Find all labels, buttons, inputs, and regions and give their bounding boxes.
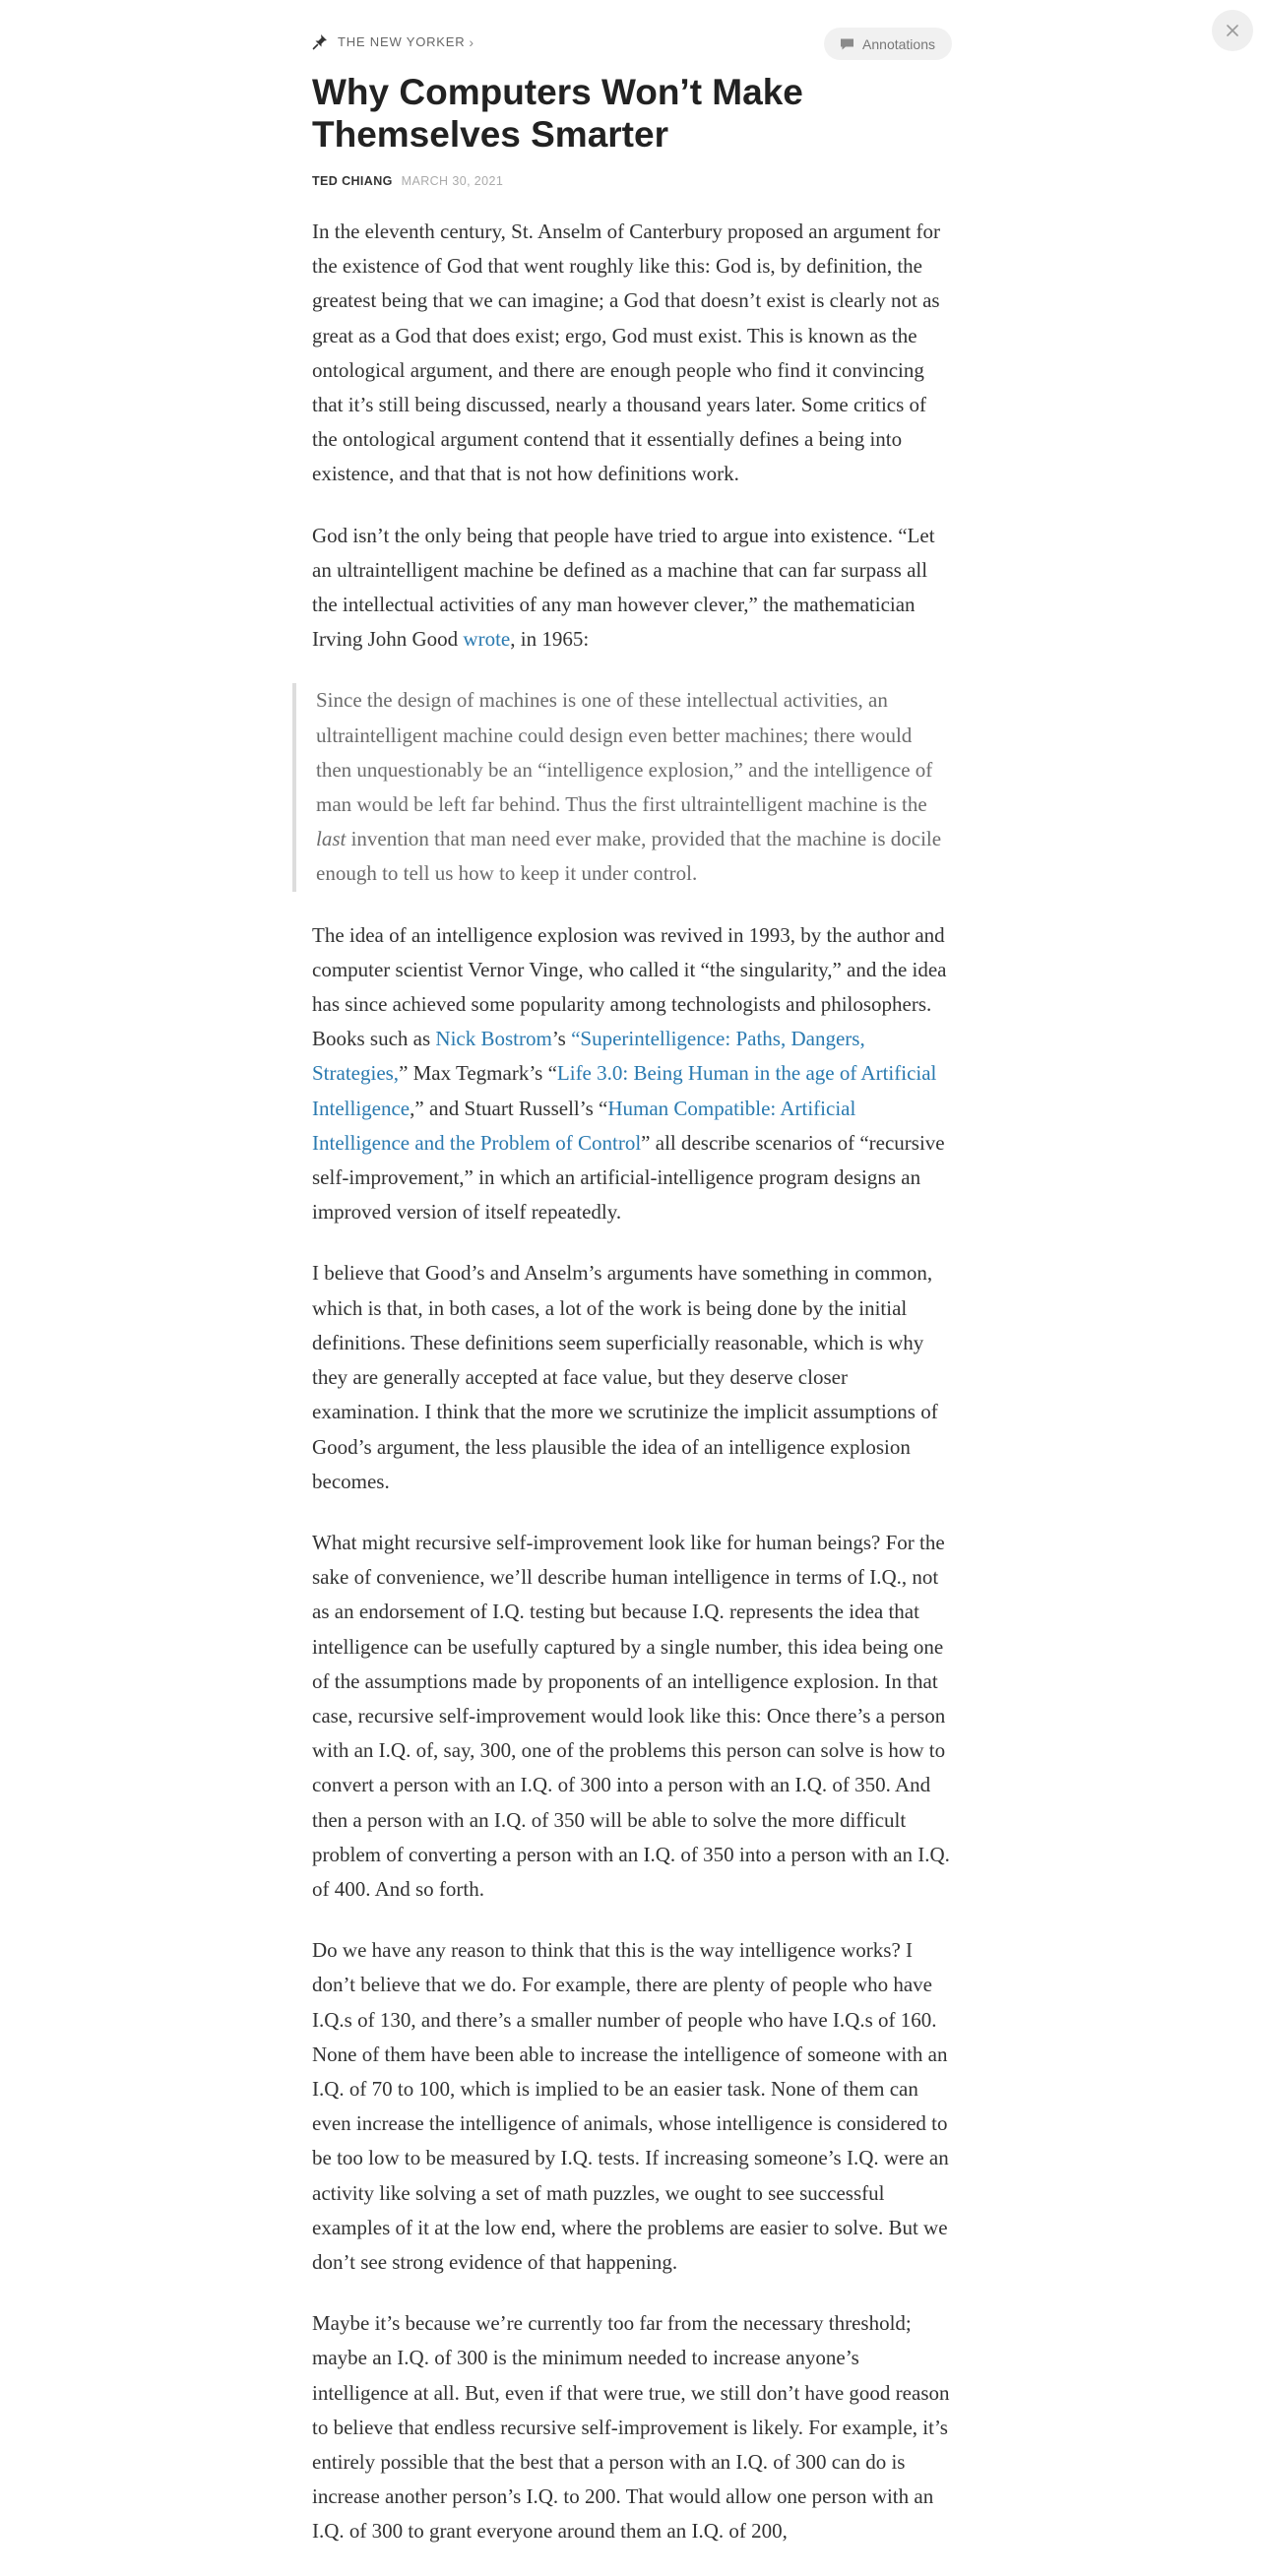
site-caret: › (469, 33, 474, 50)
annotations-label: Annotations (862, 35, 935, 52)
paragraph-2-text-b: , in 1965: (510, 627, 590, 652)
article-title: Why Computers Won’t Make Themselves Smarter (312, 72, 803, 155)
publish-date: MARCH 30, 2021 (401, 174, 504, 188)
comment-icon (840, 37, 854, 51)
close-button[interactable] (1212, 10, 1253, 51)
paragraph-3 (312, 918, 952, 1230)
author-name: TED CHIANG (312, 174, 393, 188)
quote-emphasis: last (316, 827, 347, 851)
blockquote (292, 683, 952, 891)
superintelligence-link[interactable]: “Superintelligence: Paths, Dangers, Strategies, (312, 1027, 865, 1086)
reader-header (312, 28, 952, 61)
paragraph-7: Maybe it’s because we’re currently too far from the necessary threshold; maybe an I.Q. of 300 is the minimum needed to increase anyone’s intelligence at all. But, even if that were true, we still don’t have good reason to believe that endless recursive self-improvement is likely. For example, it’s entirely possible that the best that a person with an I.Q. of 300 can do is increase another person’s I.Q. to 200. That would allow one person with an I.Q. of 300 to grant everyone around them an I.Q. of 200, (312, 2311, 950, 2544)
quote-text-b: invention that man need ever make, provided that the machine is docile enough to tell us how to keep it under control. (316, 827, 942, 886)
byline (312, 174, 503, 188)
human-compatible-link[interactable]: Human Compatible: Artificial Intelligence and the Problem of Control (312, 1096, 856, 1155)
paragraph-2 (312, 519, 952, 658)
close-icon (1227, 25, 1238, 36)
paragraph-3-text-d: ,” and Stuart Russell’s “ (410, 1096, 608, 1120)
paragraph-5: What might recursive self-improvement look like for human beings? For the sake of convenience, we’ll describe human intelligence in terms of I.Q., not as an endorsement of I.Q. testing but because I.Q. represents the idea that intelligence can be usefully captured by a single number, this idea being one of the assumptions made by proponents of an intelligence explosion. In that case, recursive self-improvement would look like this: Once there’s a person with an I.Q. of, say, 300, one of the problems this person can solve is how to convert a person with an I.Q. of 300 into a person with an I.Q. of 350. And then a person with an I.Q. of 350 will be able to solve the more difficult problem of converting a person with an I.Q. of 350 into a person with an I.Q. of 400. And so forth. (312, 1530, 950, 1901)
paragraph-3-text-e: ” all describe scenarios of “recursive self-improvement,” in which an artificial-intelligence program designs an improved version of itself repeatedly. (312, 1130, 945, 1225)
annotations-button[interactable] (824, 28, 952, 60)
site-name: THE NEW YORKER (338, 34, 466, 49)
pin-icon (312, 33, 329, 50)
article-body (312, 215, 952, 2576)
paragraph-3-text-a: The idea of an intelligence explosion was revived in 1993, by the author and computer scientist Vernor Vinge, who called it “the singularity,” and the idea has since achieved some popularity among technologists and philosophers. Books such as (312, 922, 947, 1051)
paragraph-2-text-a: God isn’t the only being that people have tried to argue into existence. “Let an ultraintelligent machine be defined as a machine that can far surpass all the intellectual activities of any man however clever,” the mathematician Irving John Good (312, 523, 935, 652)
life-3-link[interactable]: Life 3.0: Being Human in the age of Artificial Intelligence (312, 1061, 937, 1120)
paragraph-3-text-c: ” Max Tegmark’s “ (399, 1061, 557, 1086)
paragraph-4: I believe that Good’s and Anselm’s arguments have something in common, which is that, in both cases, a lot of the work is being done by the initial definitions. These definitions seem superficially reasonable, which is why they are generally accepted at face value, but they deserve closer examination. I think that the more we scrutinize the implicit assumptions of Good’s argument, the less plausible the idea of an intelligence explosion becomes. (312, 1261, 938, 1493)
wrote-link[interactable]: wrote (463, 627, 511, 652)
site-link[interactable] (312, 33, 474, 50)
nick-bostrom-link[interactable]: Nick Bostrom (435, 1027, 552, 1051)
paragraph-3-text-b: ’s (551, 1027, 572, 1051)
quote-text-a: Since the design of machines is one of these intellectual activities, an ultraintelligent machine could design even better machines; there would then unquestionably be an “intelligence explosion,” and the intelligence of man would be left far behind. Thus the first ultraintelligent machine is the (316, 688, 933, 817)
paragraph-1: In the eleventh century, St. Anselm of Canterbury proposed an argument for the existence of God that went roughly like this: God is, by definition, the greatest being that we can imagine; a God that doesn’t exist is clearly not as great as a God that does exist; ergo, God must exist. This is known as the ontological argument, and there are enough people who find it convincing that it’s still being discussed, nearly a thousand years later. Some critics of the ontological argument contend that it essentially defines a being into existence, and that that is not how definitions work. (312, 220, 940, 486)
paragraph-6: Do we have any reason to think that this is the way intelligence works? I don’t believe that we do. For example, there are plenty of people who have I.Q.s of 130, and there’s a smaller number of people who have I.Q.s of 160. None of them have been able to increase the intelligence of someone with an I.Q. of 70 to 100, which is implied to be an easier task. None of them can even increase the intelligence of animals, whose intelligence is considered to be too low to be measured by I.Q. tests. If increasing someone’s I.Q. were an activity like solving a set of math puzzles, we ought to see successful examples of it at the low end, where the problems are easier to solve. But we don’t see strong evidence of that happening. (312, 1938, 949, 2274)
